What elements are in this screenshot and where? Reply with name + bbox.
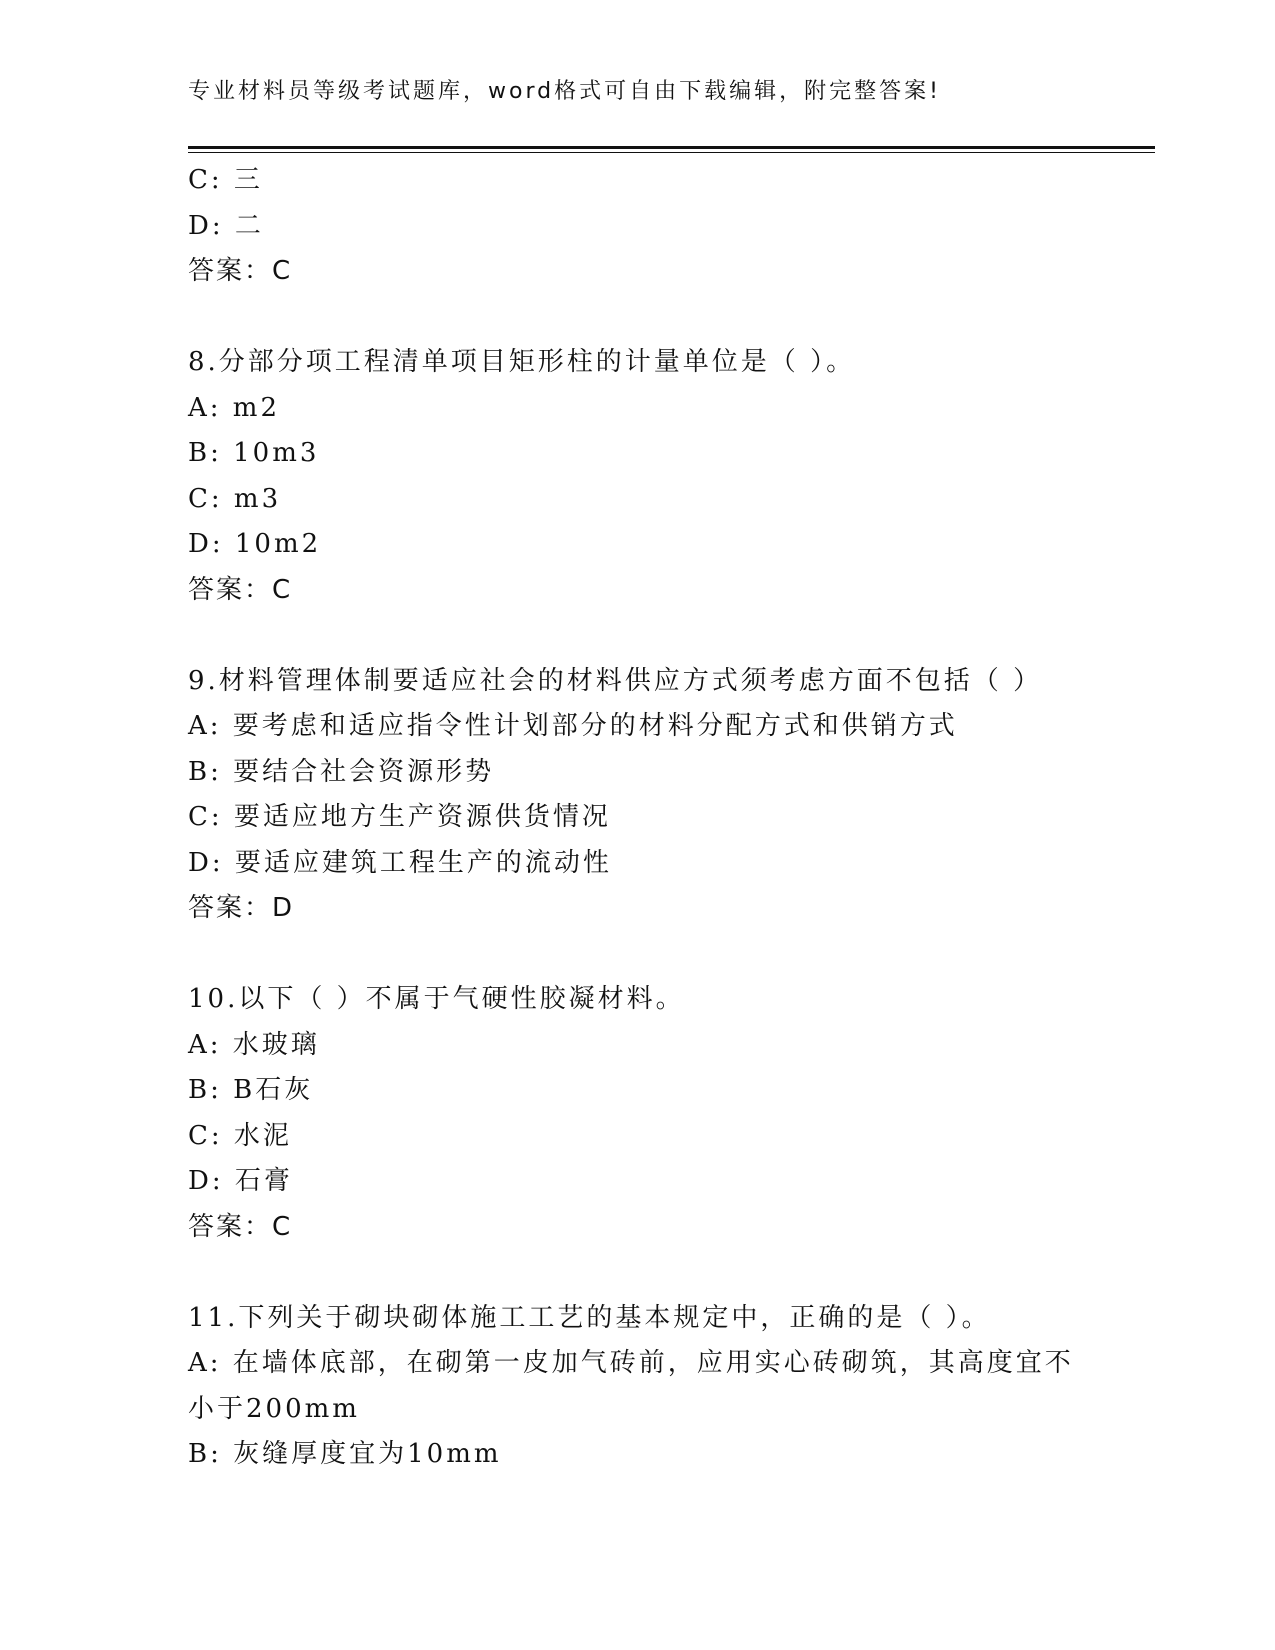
question-stem: 11.下列关于砌块砌体施工工艺的基本规定中，正确的是（ ）。 bbox=[188, 1302, 991, 1333]
option-line: D: 要适应建筑工程生产的流动性 bbox=[188, 847, 612, 878]
answer-line: 答案：C bbox=[188, 1211, 293, 1242]
option-line: B: 灰缝厚度宜为10mm bbox=[188, 1439, 502, 1469]
option-line: D: 石膏 bbox=[188, 1166, 293, 1196]
question-stem: 8.分部分项工程清单项目矩形柱的计量单位是（ ）。 bbox=[188, 347, 856, 377]
option-line: C: 水泥 bbox=[188, 1120, 292, 1151]
option-line: C: m3 bbox=[188, 483, 282, 514]
page-header: 专业材料员等级考试题库，word格式可自由下载编辑，附完整答案! bbox=[188, 79, 941, 104]
option-line-continued: 小于200mm bbox=[188, 1393, 360, 1424]
option-line: C: 要适应地方生产资源供货情况 bbox=[188, 802, 611, 832]
option-line: B: 要结合社会资源形势 bbox=[188, 756, 495, 787]
option-line: C: 三 bbox=[188, 165, 263, 195]
header-rule-thin bbox=[188, 152, 1155, 153]
option-line: B: B石灰 bbox=[188, 1075, 314, 1105]
option-line: A: m2 bbox=[188, 392, 280, 423]
spacer bbox=[188, 1250, 1088, 1296]
answer-line: 答案：C bbox=[188, 574, 293, 605]
document-body bbox=[188, 158, 1088, 1478]
option-line: A: 要考虑和适应指令性计划部分的材料分配方式和供销方式 bbox=[188, 711, 958, 741]
option-line: D: 10m2 bbox=[188, 529, 322, 559]
question-stem: 9.材料管理体制要适应社会的材料供应方式须考虑方面不包括（ ） bbox=[188, 665, 1043, 696]
spacer bbox=[188, 932, 1088, 978]
question-stem: 10.以下（ ）不属于气硬性胶凝材料。 bbox=[188, 984, 685, 1014]
option-line: B: 10m3 bbox=[188, 438, 320, 468]
spacer bbox=[188, 613, 1088, 659]
spacer bbox=[188, 295, 1088, 341]
header-rule-thick bbox=[188, 146, 1155, 149]
answer-line: 答案：D bbox=[188, 893, 295, 923]
option-line: A: 水玻璃 bbox=[188, 1029, 320, 1060]
option-line: A: 在墙体底部，在砌第一皮加气砖前，应用实心砖砌筑，其高度宜不 bbox=[188, 1348, 1074, 1378]
answer-line: 答案：C bbox=[188, 256, 293, 286]
option-line: D: 二 bbox=[188, 210, 264, 241]
